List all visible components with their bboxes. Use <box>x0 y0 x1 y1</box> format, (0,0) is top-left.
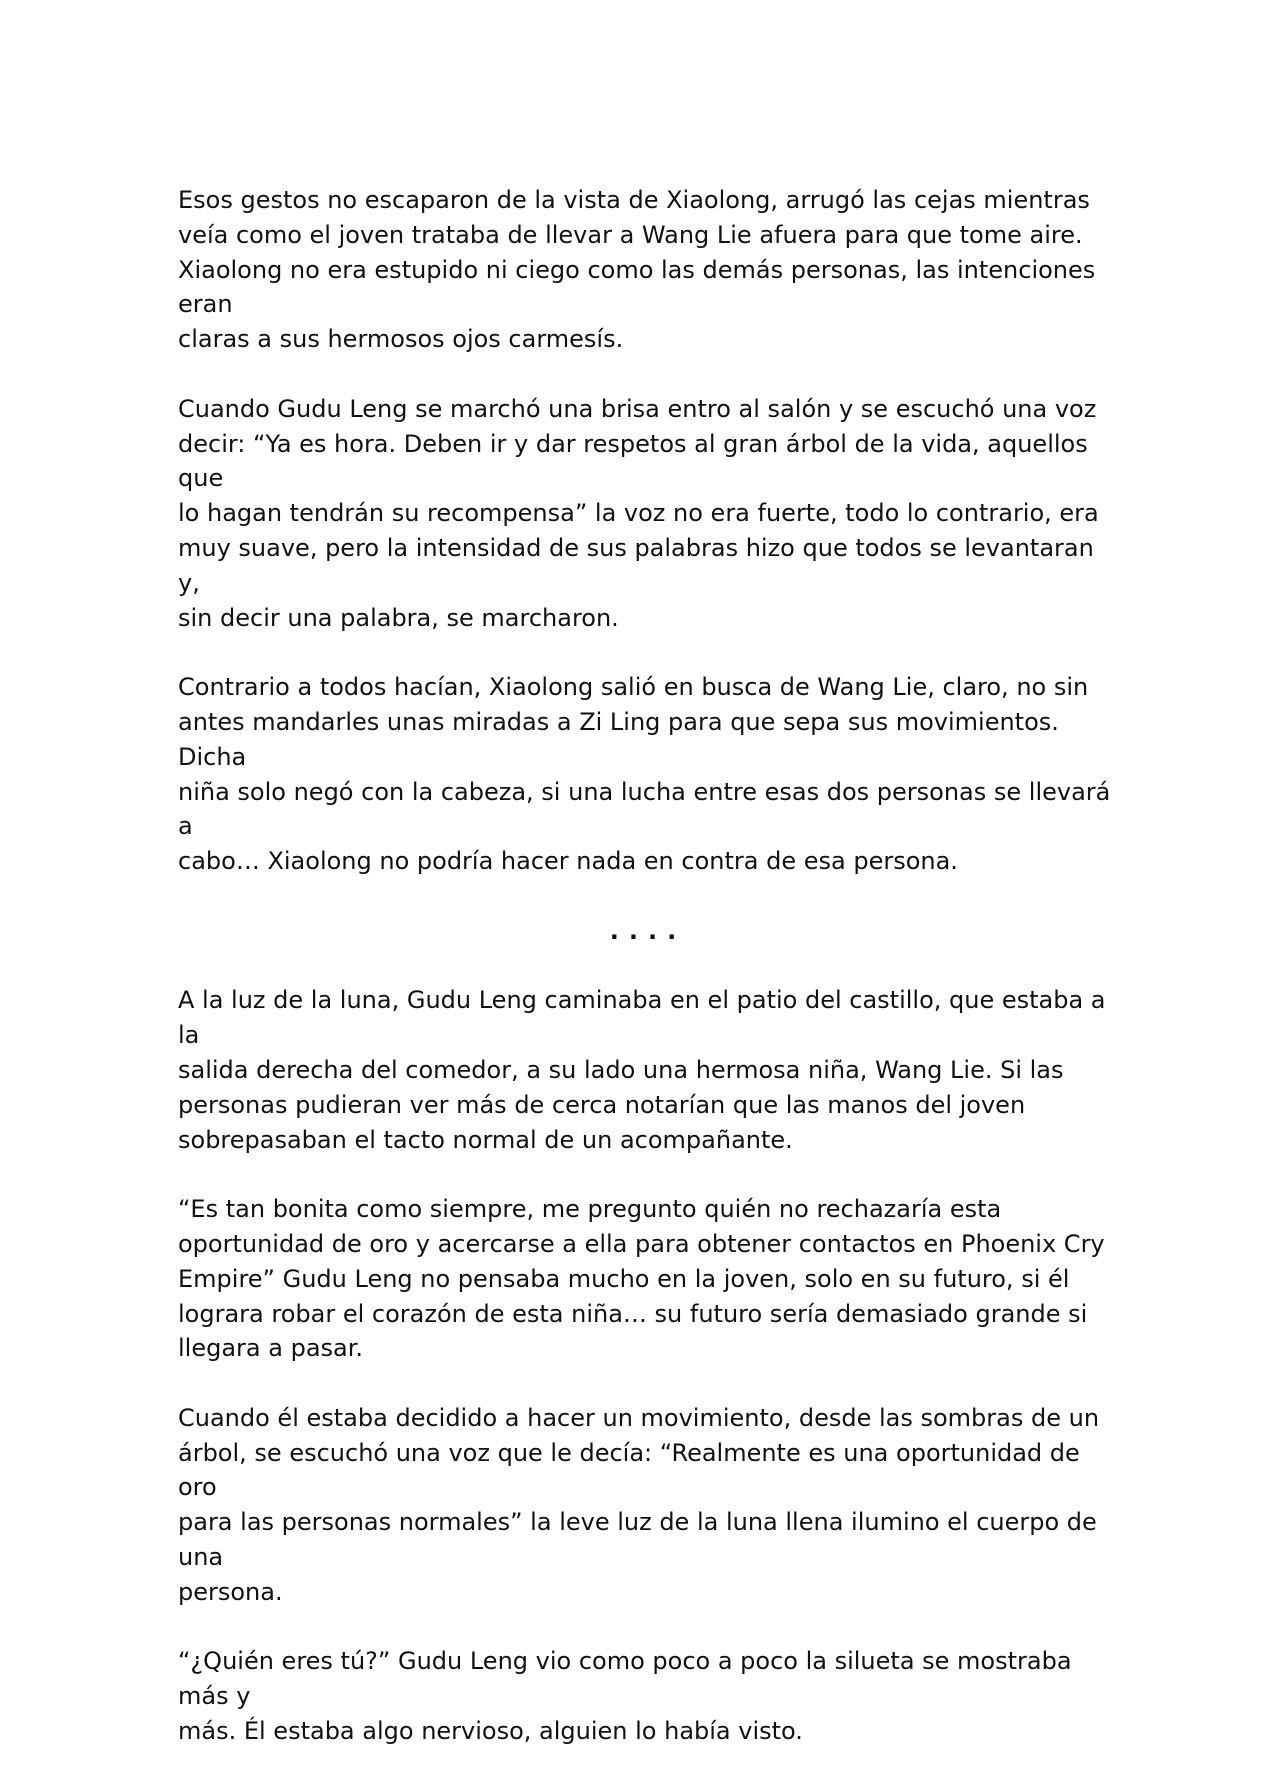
paragraph-3: Contrario a todos hacían, Xiaolong salió en busca de Wang Lie, claro, no sin antes mandarles unas miradas a Zi Ling para que sepa sus movimientos. Dicha niña solo negó con la cabeza, si una lucha entre esas dos personas se llevará a cabo… Xiaolong no podría hacer nada en contra de esa persona. <box>178 673 1111 876</box>
document-body <box>178 183 1118 1784</box>
paragraph-5: “Es tan bonita como siempre, me pregunto quién no rechazaría esta oportunidad de oro y acercarse a ella para obtener contactos en Phoenix Cry Empire” Gudu Leng no pensaba mucho en la joven, solo en su futuro, si él lograra robar el corazón de esta niña… su futuro sería demasiado grande si llegara a pasar. <box>178 1195 1105 1363</box>
section-separator: .... <box>609 916 687 945</box>
paragraph-6: Cuando él estaba decidido a hacer un movimiento, desde las sombras de un árbol, se escuchó una voz que le decía: “Realmente es una oportunidad de oro para las personas normales” la leve luz de la luna llena ilumino el cuerpo de una persona. <box>178 1403 1100 1606</box>
paragraph-4: A la luz de la luna, Gudu Leng caminaba en el patio del castillo, que estaba a la salida derecha del comedor, a su lado una hermosa niña, Wang Lie. Si las personas pudieran ver más de cerca notarían que las manos del joven sobrepasaban el tacto normal de un acompañante. <box>178 986 1106 1154</box>
paragraph-1: Esos gestos no escaparon de la vista de Xiaolong, arrugó las cejas mientras veía como el joven trataba de llevar a Wang Lie afuera para que tome aire. Xiaolong no era estupido ni ciego como las demás personas, las intenciones eran claras a sus hermosos ojos carmesís. <box>178 186 1096 354</box>
paragraph-7: “¿Quién eres tú?” Gudu Leng vio como poco a poco la silueta se mostraba más y más. Él estaba algo nervioso, alguien lo había visto. <box>178 1647 1072 1746</box>
paragraph-2: Cuando Gudu Leng se marchó una brisa entro al salón y se escuchó una voz decir: “Ya es hora. Deben ir y dar respetos al gran árbol de la vida, aquellos que lo hagan tendrán su recompensa” la voz no era fuerte, todo lo contrario, era muy suave, pero la intensidad de sus palabras hizo que todos se levantaran y, sin decir una palabra, se marcharon. <box>178 394 1099 632</box>
